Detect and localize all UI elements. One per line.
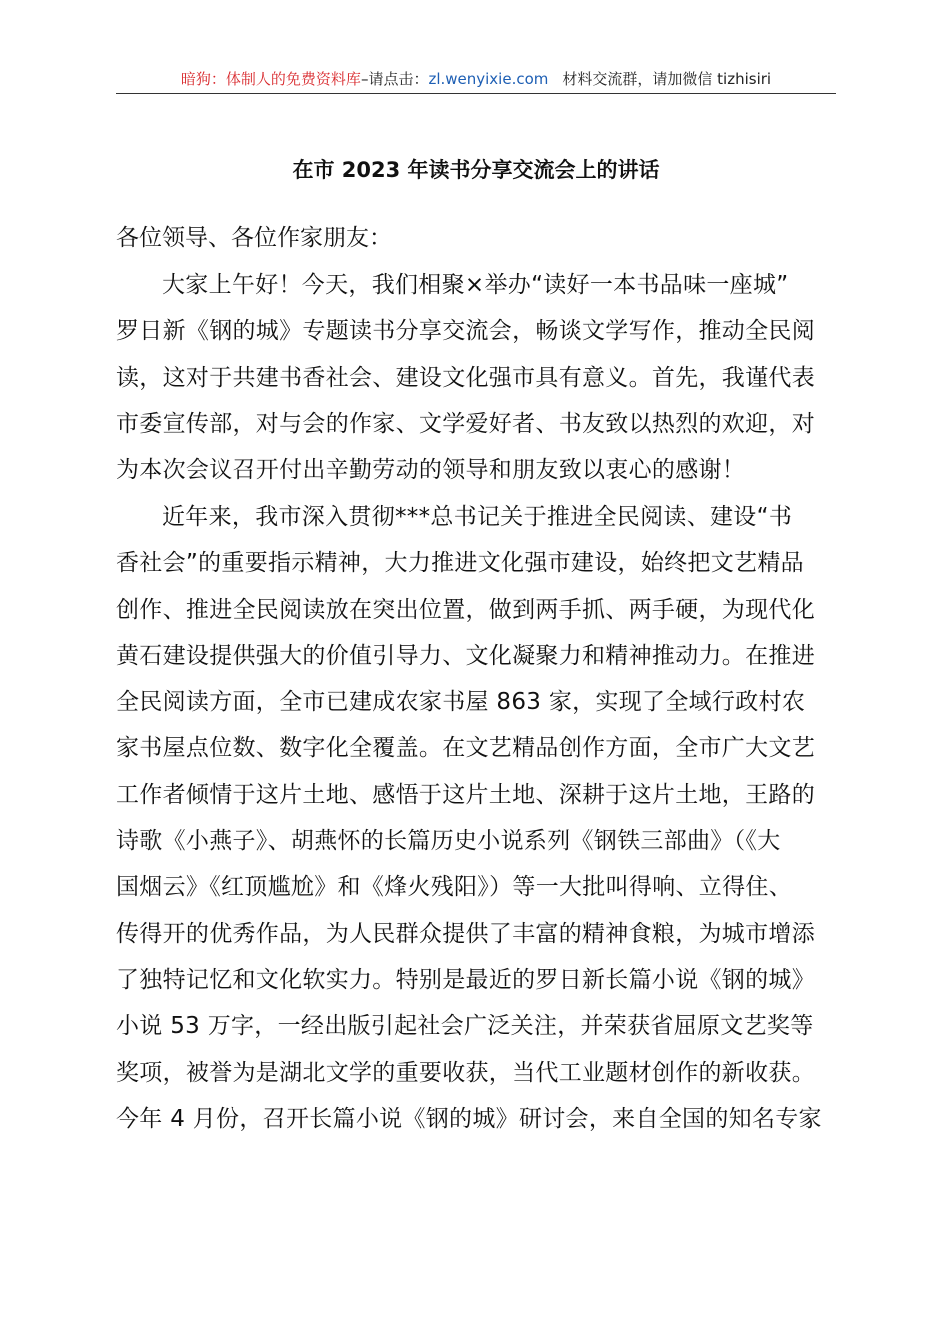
text-line: 国烟云》《红顶尴尬》和《烽火残阳》）等一大批叫得响、立得住、	[116, 874, 792, 901]
page-header	[116, 68, 836, 90]
salutation: 各位领导、各位作家朋友：	[116, 225, 392, 251]
text-line: 近年来，我市深入贯彻***总书记关于推进全民阅读、建设“书	[162, 504, 793, 530]
text-line: 香社会”的重要指示精神，大力推进文化强市建设，始终把文艺精品	[116, 550, 804, 577]
document-title: 在市 2023 年读书分享交流会上的讲话	[292, 158, 660, 182]
header-wechat-note: 材料交流群，请加微信 tizhisiri	[562, 70, 772, 88]
text-line: 黄石建设提供强大的价值引导力、文化凝聚力和精神推动力。在推进	[116, 642, 815, 669]
text-line: 今年 4 月份，召开长篇小说《钢的城》研讨会，来自全国的知名专家	[116, 1105, 822, 1132]
paragraph-1	[116, 262, 836, 493]
text-line: 工作者倾情于这片土地、感悟于这片土地、深耕于这片土地，王路的	[116, 781, 815, 808]
text-line: 家书屋点位数、数字化全覆盖。在文艺精品创作方面，全市广大文艺	[116, 735, 815, 762]
text-line: 创作、推进全民阅读放在突出位置，做到两手抓、两手硬，为现代化	[116, 596, 815, 623]
text-line: 奖项，被誉为是湖北文学的重要收获，当代工业题材创作的新收获。	[116, 1059, 815, 1086]
text-line: 了独特记忆和文化软实力。特别是最近的罗日新长篇小说《钢的城》	[116, 966, 815, 993]
header-link[interactable]: zl.wenyixie.com	[428, 70, 549, 88]
text-line: 罗日新《钢的城》专题读书分享交流会，畅谈文学写作，推动全民阅	[116, 318, 815, 345]
text-line: 大家上午好！今天，我们相聚×举办“读好一本书品味一座城”	[162, 272, 789, 298]
text-line: 市委宣传部，对与会的作家、文学爱好者、书友致以热烈的欢迎，对	[116, 410, 815, 437]
text-line: 小说 53 万字，一经出版引起社会广泛关注，并荣获省屈原文艺奖等	[116, 1013, 814, 1040]
text-line: 全民阅读方面，全市已建成农家书屋 863 家，实现了全域行政村农	[116, 689, 806, 716]
header-brand: 暗狗：体制人的免费资料库	[180, 70, 361, 88]
text-line: 传得开的优秀作品，为人民群众提供了丰富的精神食粮，为城市增添	[116, 920, 815, 947]
header-prompt: –请点击：	[360, 70, 429, 88]
text-line: 读，这对于共建书香社会、建设文化强市具有意义。首先，我谨代表	[116, 364, 815, 391]
text-line: 为本次会议召开付出辛勤劳动的领导和朋友致以衷心的感谢！	[116, 457, 746, 484]
paragraph-2	[116, 494, 836, 1142]
header-divider	[116, 93, 836, 94]
text-line: 诗歌《小燕子》、胡燕怀的长篇历史小说系列《钢铁三部曲》（《大	[116, 828, 781, 855]
